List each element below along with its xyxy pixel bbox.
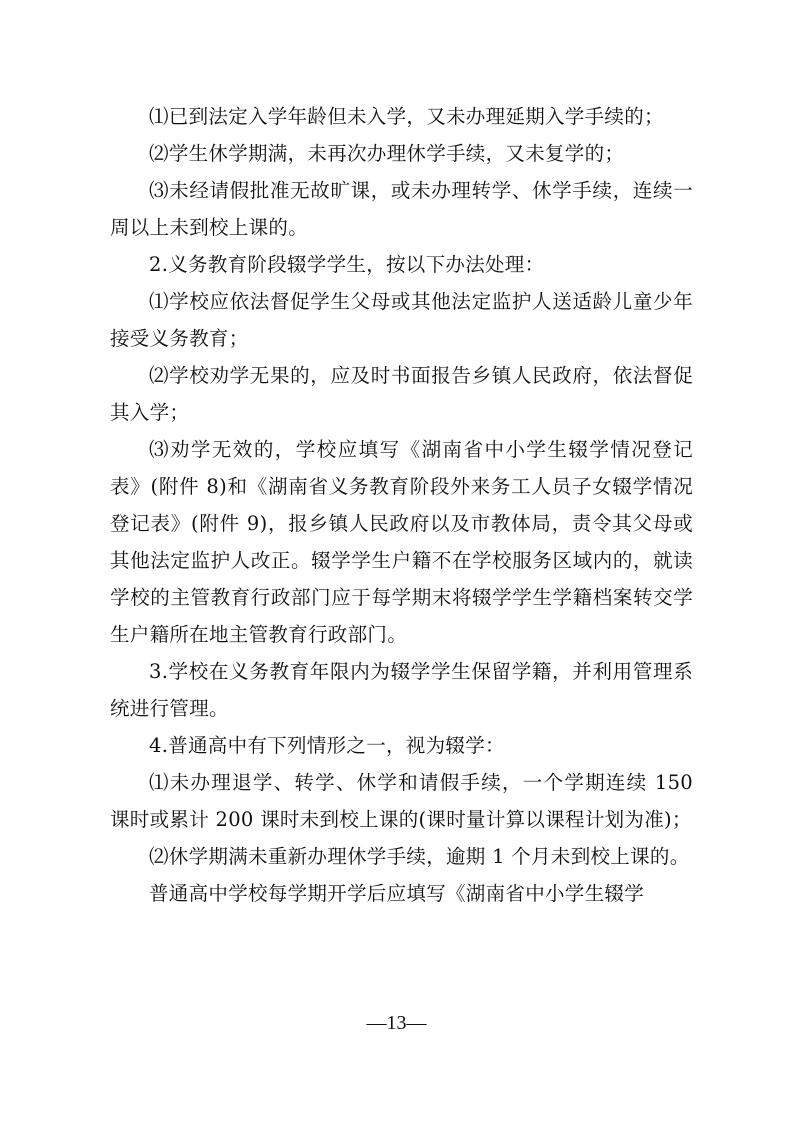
- paragraph-closing: 普通高中学校每学期开学后应填写《湖南省中小学生辍学: [149, 882, 645, 905]
- paragraph-heading-2: 2.义务教育阶段辍学学生，按以下办法处理：: [149, 253, 545, 276]
- page-number: —13—: [366, 1012, 427, 1034]
- paragraph-item-4-1: ⑴未办理退学、转学、休学和请假手续，一个学期连续 150 课时或累计 200 课时未到校上课的(课时量计算以课程计划为准)；: [110, 771, 693, 831]
- paragraph-item-3: ⑶未经请假批准无故旷课，或未办理转学、休学手续，连续一周以上未到校上课的。: [110, 179, 693, 239]
- paragraph-heading-3: 3.学校在义务教育年限内为辍学学生保留学籍，并利用管理系统进行管理。: [110, 660, 693, 720]
- paragraph-item-1: ⑴已到法定入学年龄但未入学，又未办理延期入学手续的；: [149, 105, 664, 128]
- paragraph-item-4-2: ⑵休学期满未重新办理休学手续，逾期 1 个月未到校上课的。: [149, 845, 690, 868]
- paragraph-item-2-2: ⑵学校劝学无果的，应及时书面报告乡镇人民政府，依法督促其入学；: [110, 364, 693, 424]
- paragraph-heading-4: 4.普通高中有下列情形之一，视为辍学：: [149, 734, 505, 757]
- body-text: [110, 98, 693, 912]
- paragraph-item-2: ⑵学生休学期满，未再次办理休学手续，又未复学的；: [149, 142, 625, 165]
- paragraph-item-2-3: ⑶劝学无效的，学校应填写《湖南省中小学生辍学情况登记表》(附件 8)和《湖南省义务教育阶段外来务工人员子女辍学情况登记表》(附件 9)，报乡镇人民政府以及市教体局，责令其父母或其他法定监护人改正。辍学学生户籍不在学校服务区域内的，就读学校的主管教育行政部门应于每学期末将辍学学生学籍档案转交学生户籍所在地主管教育行政部门。: [110, 438, 693, 646]
- paragraph-item-2-1: ⑴学校应依法督促学生父母或其他法定监护人送适龄儿童少年接受义务教育；: [110, 290, 693, 350]
